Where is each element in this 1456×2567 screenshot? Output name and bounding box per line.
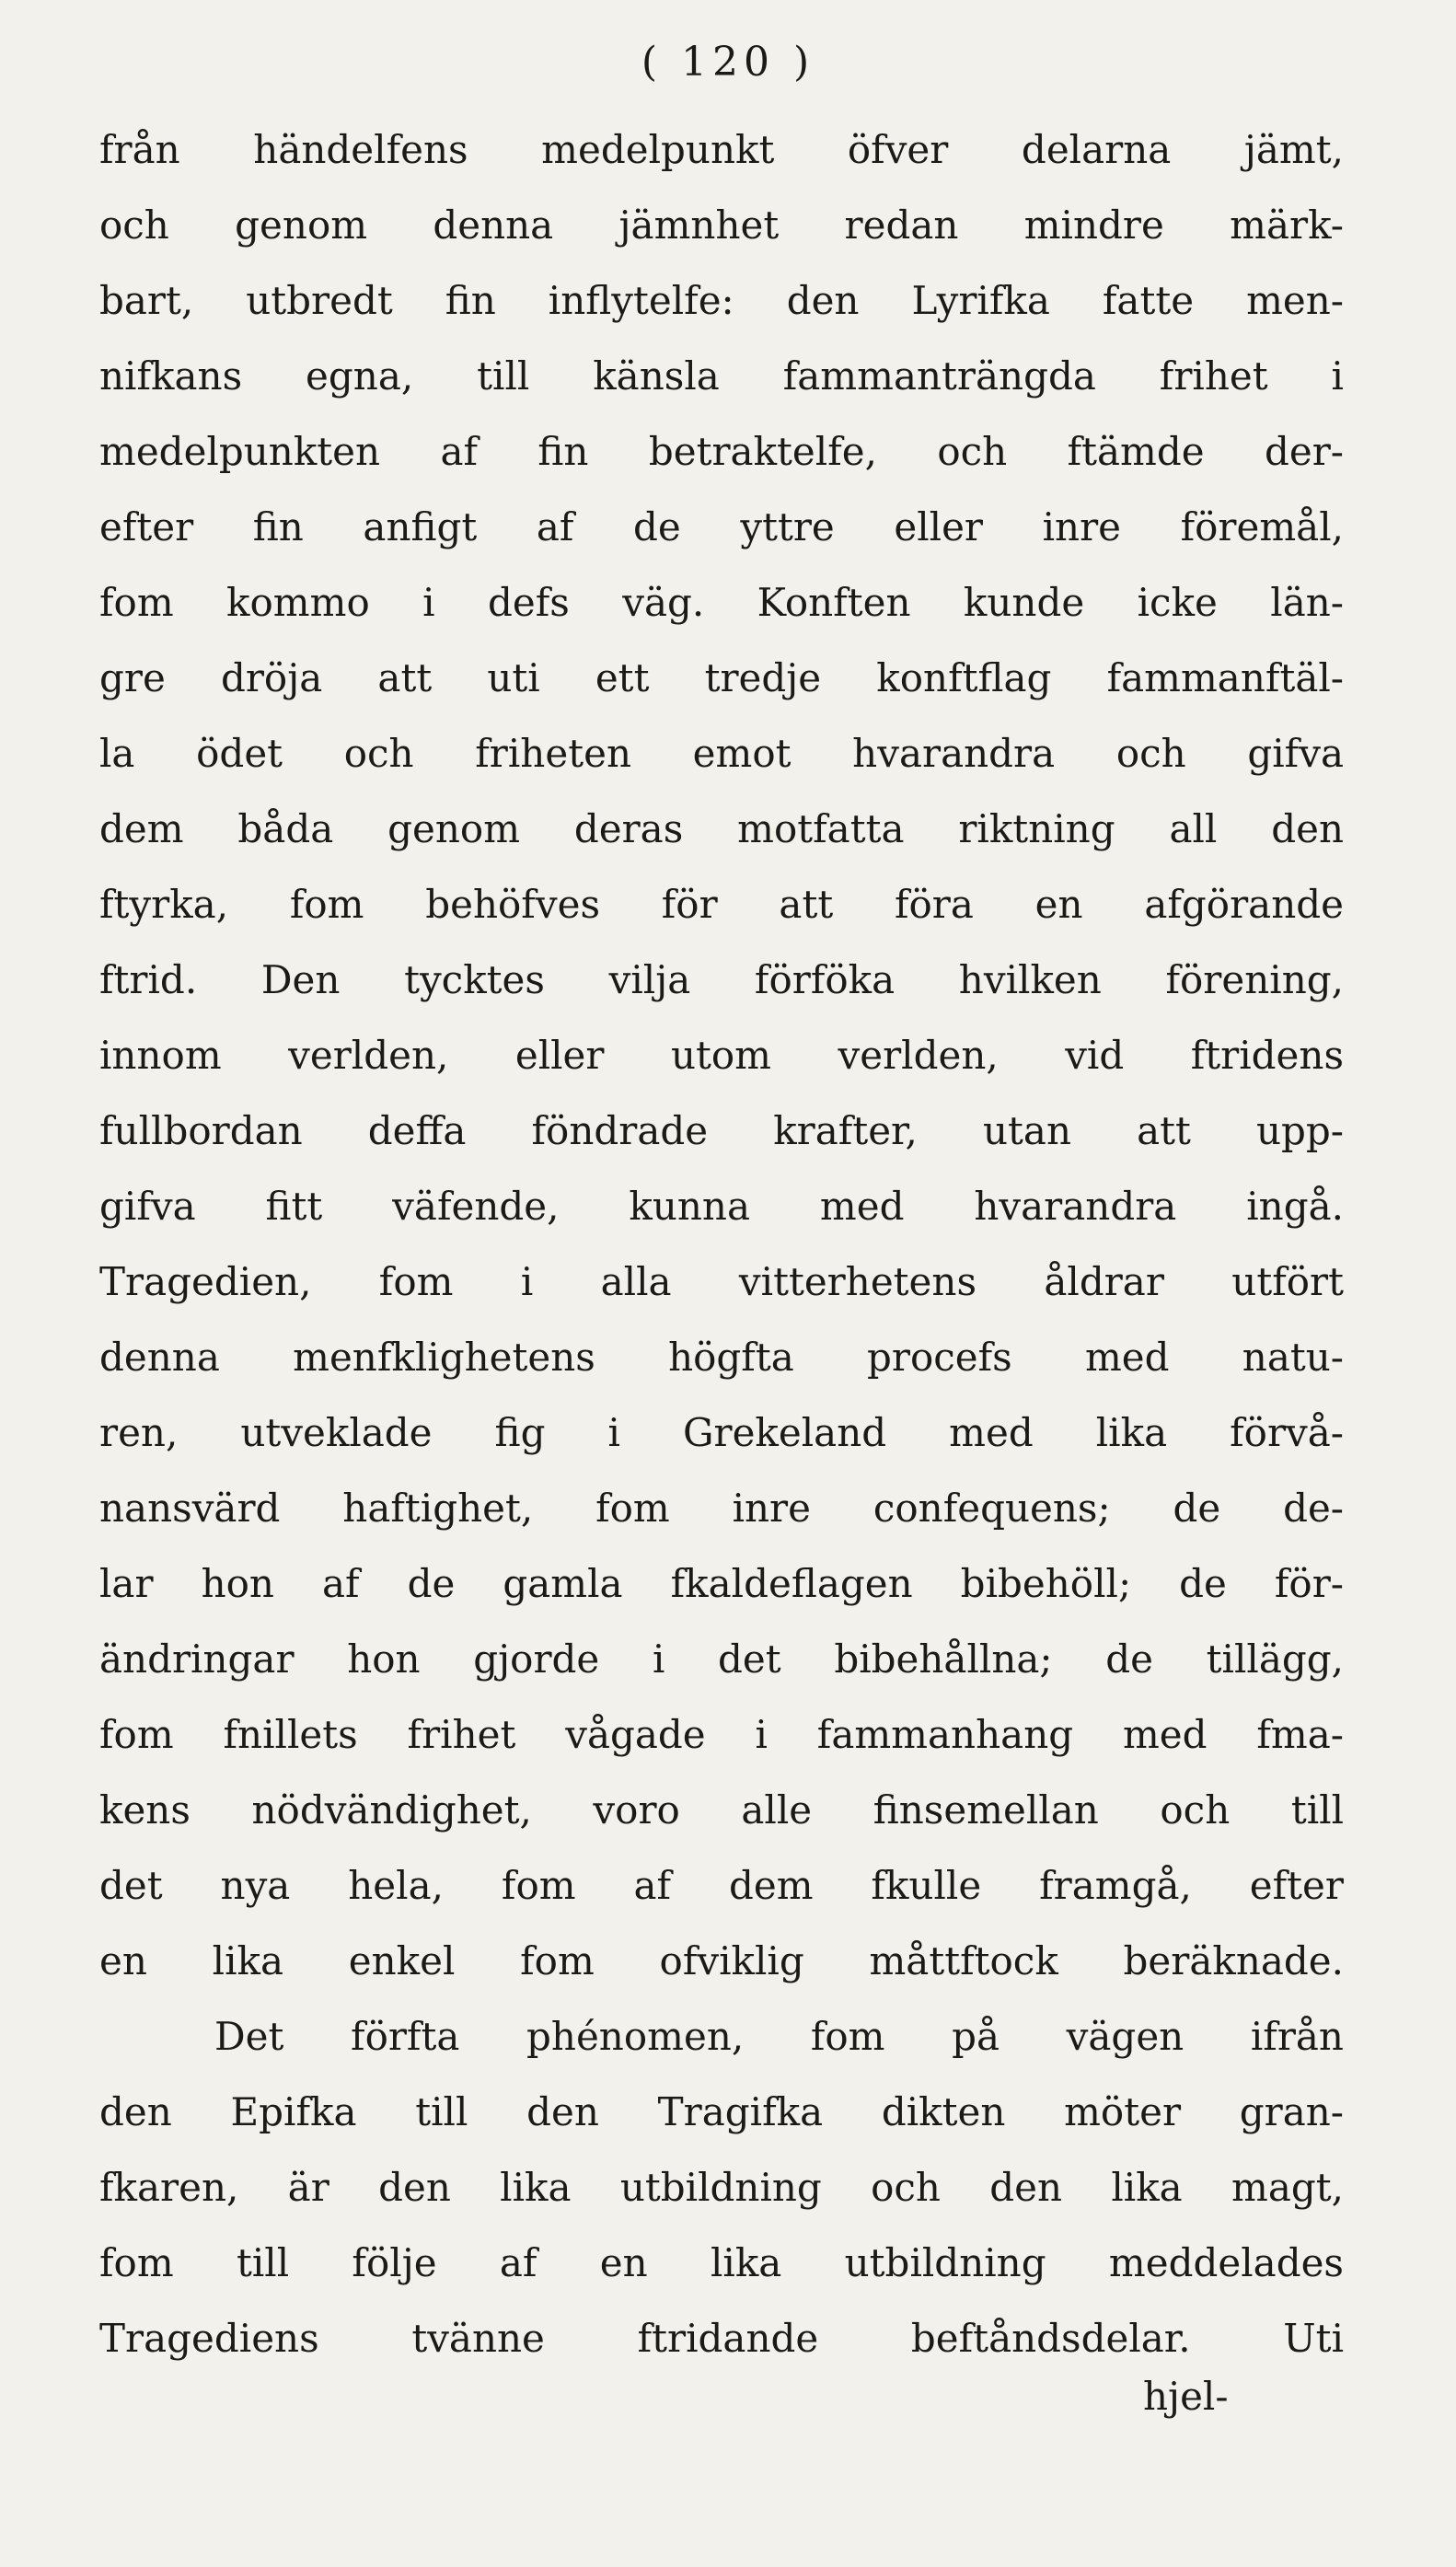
text-line: dem båda genom deras motfatta riktning all den [99,806,1344,851]
text-line: fom till följe af en lika utbildning meddelades [99,2240,1344,2285]
text-line: kens nödvändighet, voro alle finsemellan och till [99,1787,1344,1833]
text-line: gifva fitt väfende, kunna med hvarandra ingå. [99,1184,1344,1229]
text-line: det nya hela, fom af dem fkulle framgå, efter [99,1863,1344,1908]
text-line: innom verlden, eller utom verlden, vid ftridens [99,1033,1344,1078]
text-line: fom fnillets frihet vågade i fammanhang med fma- [99,1712,1344,1757]
text-line: ren, utveklade fig i Grekeland med lika förvå- [99,1410,1344,1455]
text-line: Tragedien, fom i alla vitterhetens åldrar utfört [99,1259,1344,1304]
text-line: den Epifka till den Tragifka dikten möter gran- [99,2089,1344,2134]
text-line: la ödet och friheten emot hvarandra och gifva [99,731,1344,776]
body-text [99,112,1344,2376]
text-line: efter fin anfigt af de yttre eller inre föremål, [99,504,1344,549]
text-line: medelpunkten af fin betraktelfe, och ftämde der- [99,429,1344,474]
text-line: fullbordan deffa föndrade krafter, utan att upp- [99,1108,1344,1153]
text-line: ftrid. Den tycktes vilja förföka hvilken förening, [99,957,1344,1002]
text-line: bart, utbredt fin inflytelfe: den Lyrifka fatte men- [99,278,1344,323]
page-number-header: ( 120 ) [641,39,815,86]
text-line: Tragediens tvänne ftridande beftåndsdelar. Uti [99,2316,1344,2361]
text-line: ftyrka, fom behöfves för att föra en afgörande [99,882,1344,927]
text-line: fkaren, är den lika utbildning och den lika magt, [99,2165,1344,2210]
text-line: Det förfta phénomen, fom på vägen ifrån [214,2014,1344,2059]
text-line: lar hon af de gamla fkaldeflagen bibehöll; de för- [99,1561,1344,1606]
text-line: en lika enkel fom ofviklig måttftock beräknade. [99,1938,1344,1983]
text-line: nifkans egna, till känsla fammanträngda frihet i [99,353,1344,399]
text-line: från händelfens medelpunkt öfver delarna jämt, [99,127,1344,172]
text-line: nansvärd haftighet, fom inre confequens; de de- [99,1486,1344,1531]
text-line: fom kommo i defs väg. Konften kunde icke län- [99,580,1344,625]
text-line: och genom denna jämnhet redan mindre märk- [99,202,1344,248]
catchword: hjel- [1143,2374,1229,2419]
text-line: ändringar hon gjorde i det bibehållna; de tillägg, [99,1636,1344,1682]
text-line: denna menfklighetens högfta procefs med natu- [99,1335,1344,1380]
text-line: gre dröja att uti ett tredje konftflag fammanftäl- [99,655,1344,700]
